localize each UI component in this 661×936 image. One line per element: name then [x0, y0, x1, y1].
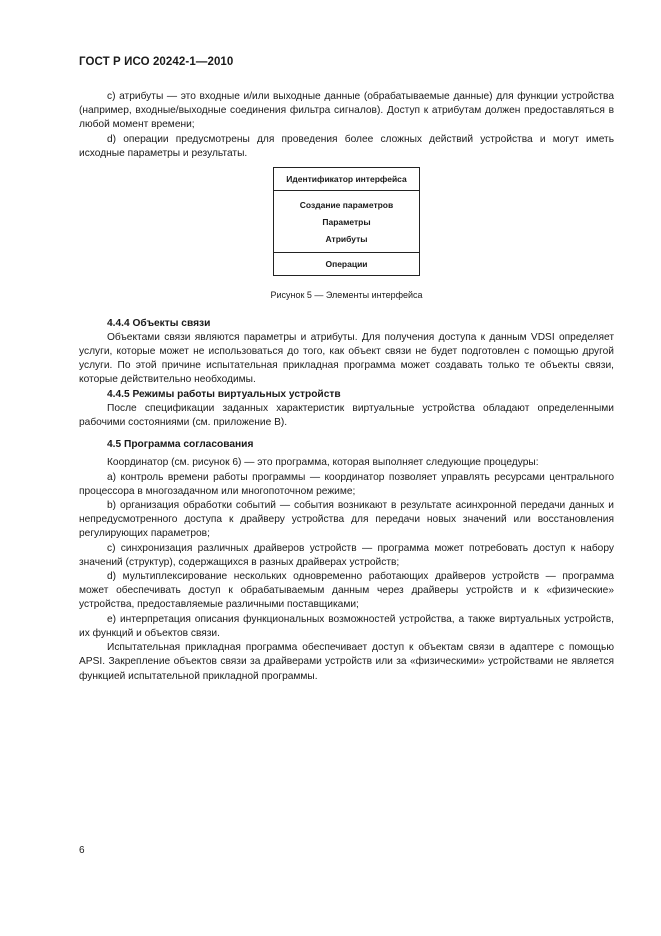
- figure-middle-block: [274, 191, 419, 252]
- section-heading-4-4-5: 4.4.5 Режимы работы виртуальных устройств: [107, 388, 341, 400]
- list-item-d: d) мультиплексирование нескольких одновременно работающих драйверов устройств — программа может обеспечивать доступ к обрабатываемым данным через драйверы устройств и к «физические» устройства, предоставляемые различными поставщиками;: [79, 571, 614, 611]
- list-item-b: b) организация обработки событий — события возникают в результате асинхронной передачи данных и непредусмотренного доступа к драйверу устройства для передачи новых значений или восстановления регулирующих параметров;: [79, 500, 614, 540]
- document-header: ГОСТ Р ИСО 20242-1—2010: [79, 56, 234, 68]
- paragraph-communication-objects: Объектами связи являются параметры и атрибуты. Для получения доступа к данным VDSI определяет услуги, которые может не использоваться до того, как объект связи не будет подготовлен с помощью другой услуги. По этой причине испытательная прикладная программа может создавать только те объекты связи, которые действительно необходимы.: [79, 331, 614, 386]
- figure-interface-identifier: Идентификатор интерфейса: [274, 168, 419, 191]
- paragraph-attributes: c) атрибуты — это входные и/или выходные данные (обрабатываемые данные) для функции устройства (например, входные/выходные соединения фильтра сигналов). Доступ к атрибутам должен предоставляться в любой момент времени;: [79, 91, 614, 131]
- list-item-a: a) контроль времени работы программы — координатор позволяет управлять ресурсами центрального процессора в многозадачном или многопоточном режиме;: [79, 471, 614, 497]
- figure-create-parameters: Создание параметров: [299, 200, 394, 211]
- list-item-e: e) интерпретация описания функциональных возможностей устройства, а также виртуальных устройств, их функций и объектов связи.: [79, 613, 614, 639]
- section-heading-4-5: 4.5 Программа согласования: [107, 439, 254, 451]
- page-content: [79, 90, 614, 684]
- paragraph-virtual-device-modes: После спецификации заданных характеристик виртуальные устройства обладают определенными рабочими состояниями (см. приложение В).: [79, 402, 614, 429]
- section-heading-4-4-4: 4.4.4 Объекты связи: [107, 317, 211, 329]
- paragraph-test-application: Испытательная прикладная программа обеспечивает доступ к объектам связи в адаптере с помощью APSI. Закрепление объектов связи за драйверами устройств или за «физическими» устройствами не является функцией испытательной прикладной программы.: [79, 642, 614, 682]
- paragraph-operations: d) операции предусмотрены для проведения более сложных действий устройства и могут иметь исходные параметры и результаты.: [79, 133, 614, 159]
- figure-caption: Рисунок 5 — Элементы интерфейса: [270, 290, 423, 301]
- figure-parameters: Параметры: [322, 217, 371, 228]
- interface-elements-figure: [273, 167, 420, 276]
- figure-attributes: Атрибуты: [325, 234, 368, 245]
- paragraph-coordinator-intro: Координатор (см. рисунок 6) — это программа, которая выполняет следующие процедуры:: [107, 457, 539, 469]
- list-item-c: c) синхронизация различных драйверов устройств — программа может потребовать доступ к набору значений (структур), содержащихся в разных драйверах устройств;: [79, 542, 614, 568]
- page-number: 6: [79, 845, 85, 856]
- figure-operations: Операции: [274, 252, 419, 275]
